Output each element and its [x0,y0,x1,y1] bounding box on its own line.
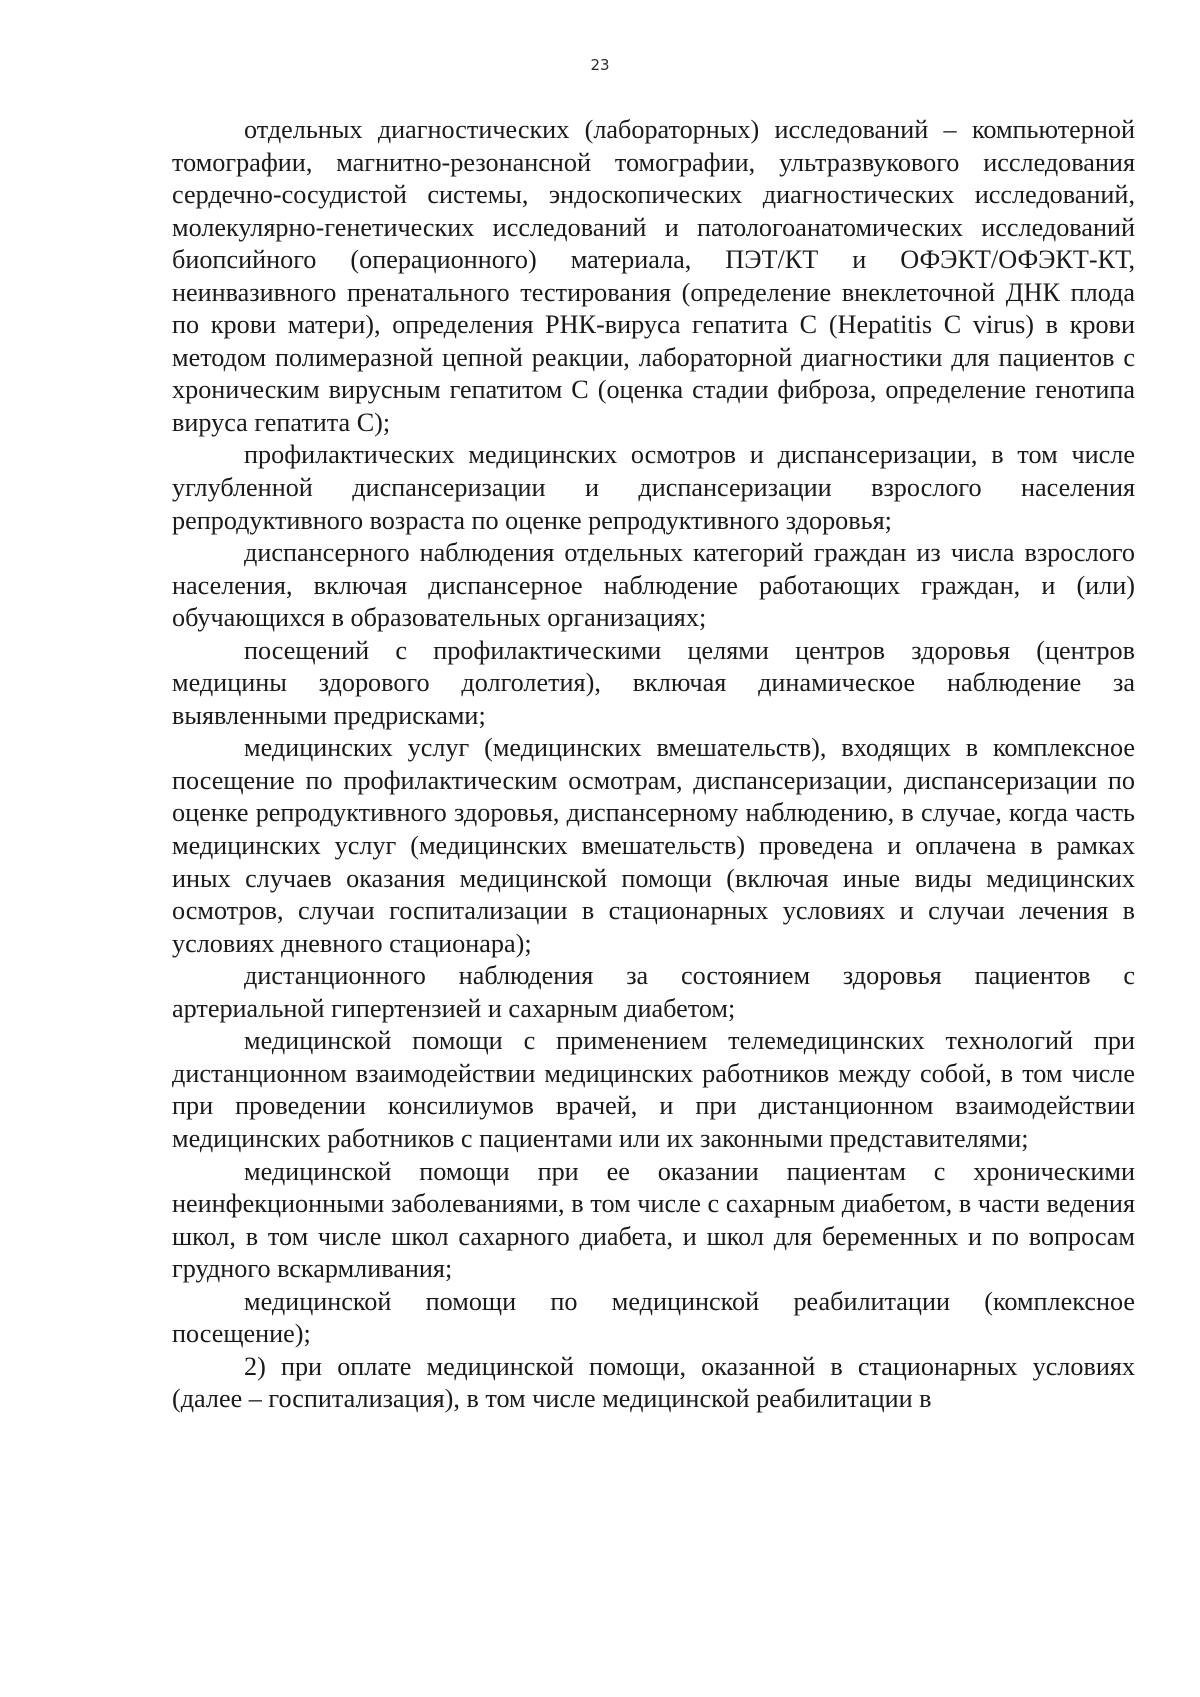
paragraph-remote-monitoring: дистанционного наблюдения за состоянием здоровья пациентов с артериальной гипертензией и сахарным диабетом; [172,961,1135,1023]
page-number: 23 [590,56,610,74]
paragraph-dispensary-observation: диспансерного наблюдения отдельных категорий граждан из числа взрослого населения, включая диспансерное наблюдение работающих граждан, и (или) обучающихся в образовательных организациях; [172,538,1135,633]
paragraph-rehabilitation: медицинской помощи по медицинской реабилитации (комплексное посещение); [172,1286,1135,1349]
paragraph-diagnostic-studies: отдельных диагностических (лабораторных) исследований – компьютерной томографии, магнитно-резонансной томографии, ультразвукового исследования сердечно-сосудистой системы, эндоскопических диагностических исследований, молекулярно-генетических исследований и патологоанатомических исследований биопсийного (операционного) материала, ПЭТ/КТ и ОФЭКТ/ОФЭКТ-КТ, неинвазивного пренатального тестирования (определение внеклеточной ДНК плода по крови матери), определения РНК-вируса гепатита C (Hepatitis C virus) в крови методом полимеразной цепной реакции, лабораторной диагностики для пациентов с хроническим вирусным гепатитом C (оценка стадии фиброза, определение генотипа вируса гепатита C); [172,115,1135,437]
paragraph-preventive-examinations: профилактических медицинских осмотров и диспансеризации, в том числе углубленной диспансеризации и диспансеризации взрослого населения репродуктивного возраста по оценке репродуктивного здоровья; [172,440,1135,535]
paragraph-health-center-visits: посещений с профилактическими целями центров здоровья (центров медицины здорового долголетия), включая динамическое наблюдение за выявленными предрисками; [172,635,1135,730]
document-body [172,114,1135,1416]
paragraph-medical-services: медицинских услуг (медицинских вмешательств), входящих в комплексное посещение по профилактическим осмотрам, диспансеризации, диспансеризации по оценке репродуктивного здоровья, диспансерному наблюдению, в случае, когда часть медицинских услуг (медицинских вмешательств) проведена и оплачена в рамках иных случаев оказания медицинской помощи (включая иные виды медицинских осмотров, случаи госпитализации в стационарных условиях и случаи лечения в условиях дневного стационара); [172,733,1135,958]
paragraph-hospitalization: 2) при оплате медицинской помощи, оказанной в стационарных условиях (далее – госпитализация), в том числе медицинской реабилитации в [172,1351,1135,1414]
paragraph-telemedicine: медицинской помощи с применением телемедицинских технологий при дистанционном взаимодействии медицинских работников между собой, в том числе при проведении консилиумов врачей, и при дистанционном взаимодействии медицинских работников с пациентами или их законными представителями; [172,1026,1135,1153]
paragraph-chronic-diseases-schools: медицинской помощи при ее оказании пациентам с хроническими неинфекционными заболеваниями, в том числе с сахарным диабетом, в части ведения школ, в том числе школ сахарного диабета, и школ для беременных и по вопросам грудного вскармливания; [172,1156,1135,1284]
